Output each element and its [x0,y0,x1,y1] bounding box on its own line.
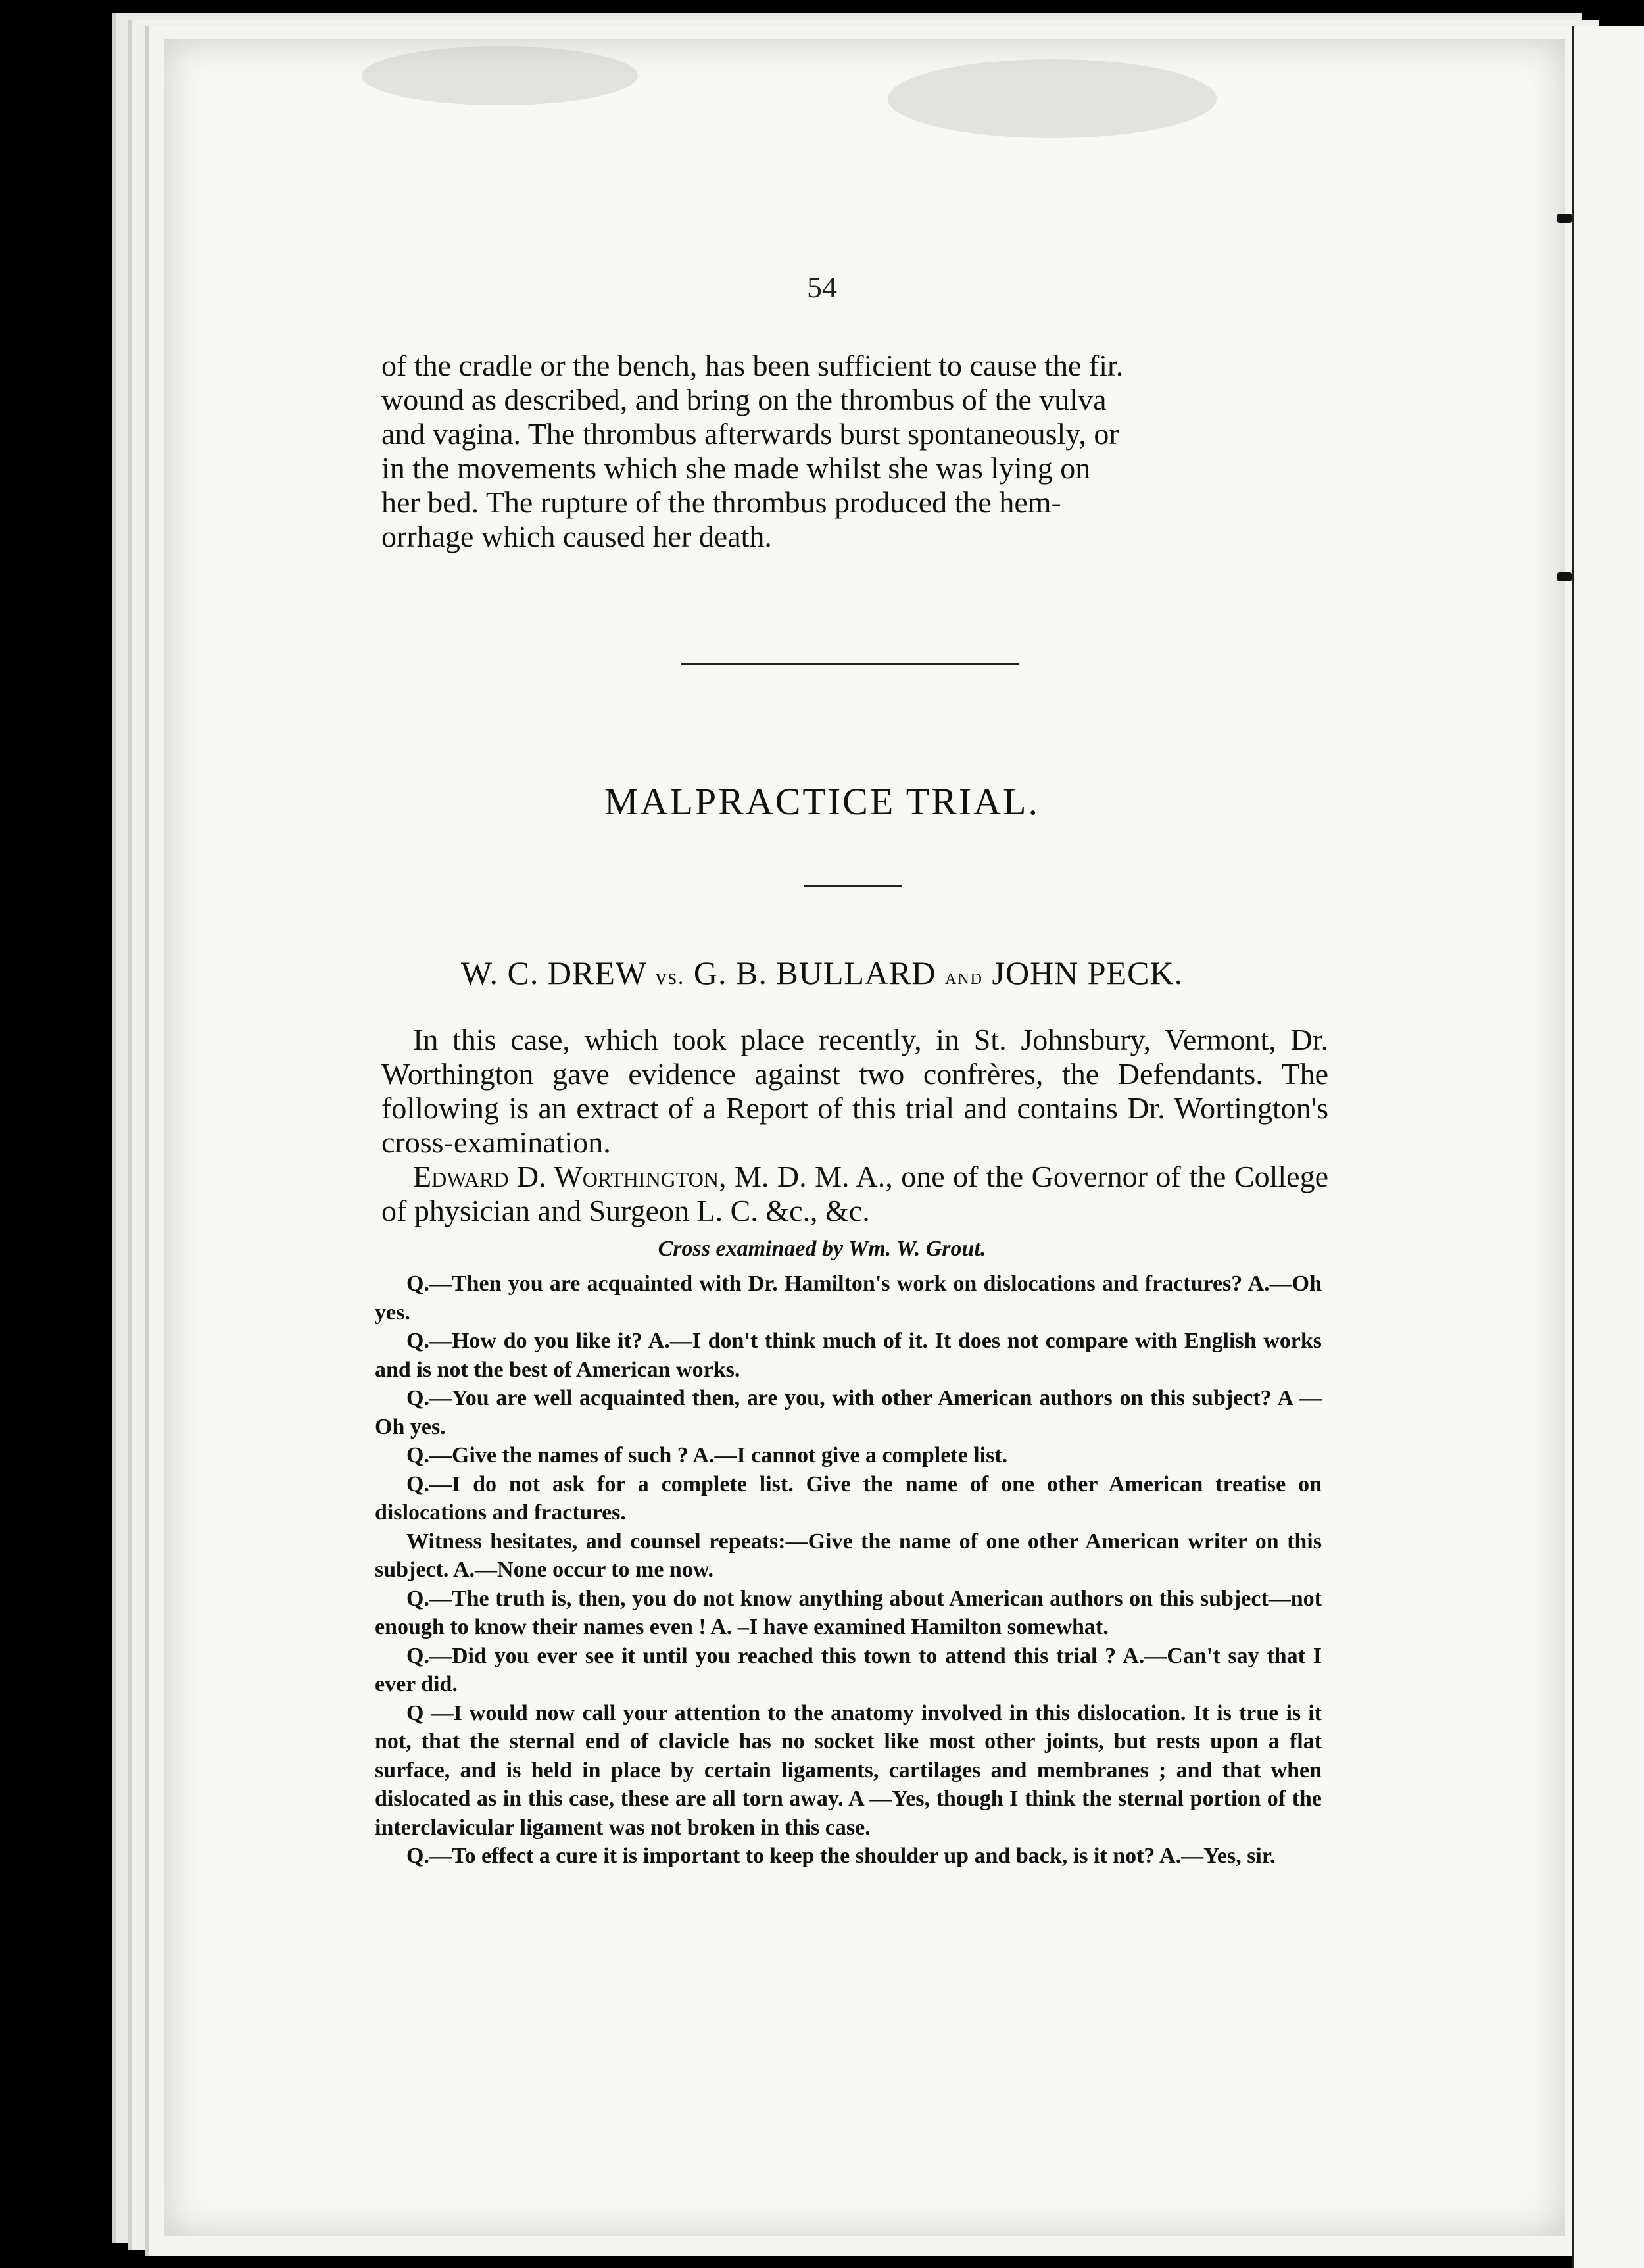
scan-smudge [362,46,638,105]
text-line: wound as described, and bring on the thrombus of the vulva [381,383,1107,416]
text-line: in the movements which she made whilst she was lying on [381,451,1091,485]
qa-paragraph: Q.—I do not ask for a complete list. Give the name of one other American treatise on dislocations and fractures. [375,1471,1322,1525]
witness-name: Edward D. Worthington [413,1160,719,1193]
text-line: of the cradle or the bench, has been sufficient to cause the fir. [381,349,1124,382]
text-line: her bed. The rupture of the thrombus produced the hem- [381,485,1061,519]
and-label: and [944,965,983,989]
text-line: orrhage which caused her death. [381,520,772,553]
witness-description: , M. D. M. A., one of the Governor of the College of physician and Surgeon L. C. &c., &c. [381,1160,1328,1227]
qa-paragraph: Q.—The truth is, then, you do not know anything about American authors on this subject—not enough to know their names even ! A. –I have examined Hamilton somewhat. [375,1586,1322,1639]
qa-paragraph: Q.—Then you are acquainted with Dr. Hamilton's work on dislocations and fractures? A.—Oh yes. [375,1271,1322,1325]
case-parties [0,954,1644,992]
scan-smudge [888,59,1217,138]
qa-paragraph: Q.—Did you ever see it until you reached this town to attend this trial ? A.—Can't say that I ever did. [375,1643,1322,1696]
section-divider [681,663,1019,665]
qa-paragraph: Q.—How do you like it? A.—I don't think much of it. It does not compare with English works and is not the best of American works. [375,1329,1322,1382]
binding-mark [1557,214,1572,223]
qa-paragraph: Witness hesitates, and counsel repeats:—Give the name of one other American writer on this subject. A.—None occur to me now. [375,1529,1322,1582]
witness-paragraph [381,1160,1328,1228]
qa-paragraph: Q.—Give the names of such ? A.—I cannot give a complete list. [406,1443,1008,1467]
plaintiff-name: W. C. DREW [460,954,647,991]
opening-paragraph [381,349,1328,554]
versus-label: vs. [655,965,685,989]
qa-paragraph: Q.—You are well acquainted then, are you, with other American authors on this subject? A —Oh yes. [375,1386,1322,1439]
qa-paragraph: Q.—To effect a cure it is important to keep the shoulder up and back, is it not? A.—Yes, sir. [406,1844,1276,1868]
defendant-name: G. B. BULLARD [693,954,936,991]
page-number: 54 [807,270,837,304]
defendant-name: JOHN PECK. [992,954,1184,991]
intro-paragraph: In this case, which took place recently, in St. Johnsbury, Vermont, Dr. Worthington gave evidence against two confrères, the Defendants. The following is an extract of a Report of this trial and contains Dr. Wortington's cross-examination. [381,1023,1328,1159]
intro-section [381,1023,1328,1228]
binding-mark [1557,572,1572,581]
title-underline [804,885,902,887]
cross-examination-heading: Cross examinaed by Wm. W. Grout. [658,1237,986,1261]
qa-paragraph: Q —I would now call your attention to the anatomy involved in this dislocation. It is true is it not, that the sternal end of clavicle has no socket like most other joints, but rests upon a flat surface, and is held in place by certain ligaments, cartilages and membranes ; and that when dislocated as in this case, these are all torn away. A —Yes, though I think the sternal portion of the interclavicular ligament was not broken in this case. [375,1700,1322,1840]
facing-page-strip [1572,26,1644,2268]
article-title: MALPRACTICE TRIAL. [604,780,1040,823]
text-line: and vagina. The thrombus afterwards burst spontaneously, or [381,417,1119,451]
cross-examination-text [375,1270,1322,1871]
